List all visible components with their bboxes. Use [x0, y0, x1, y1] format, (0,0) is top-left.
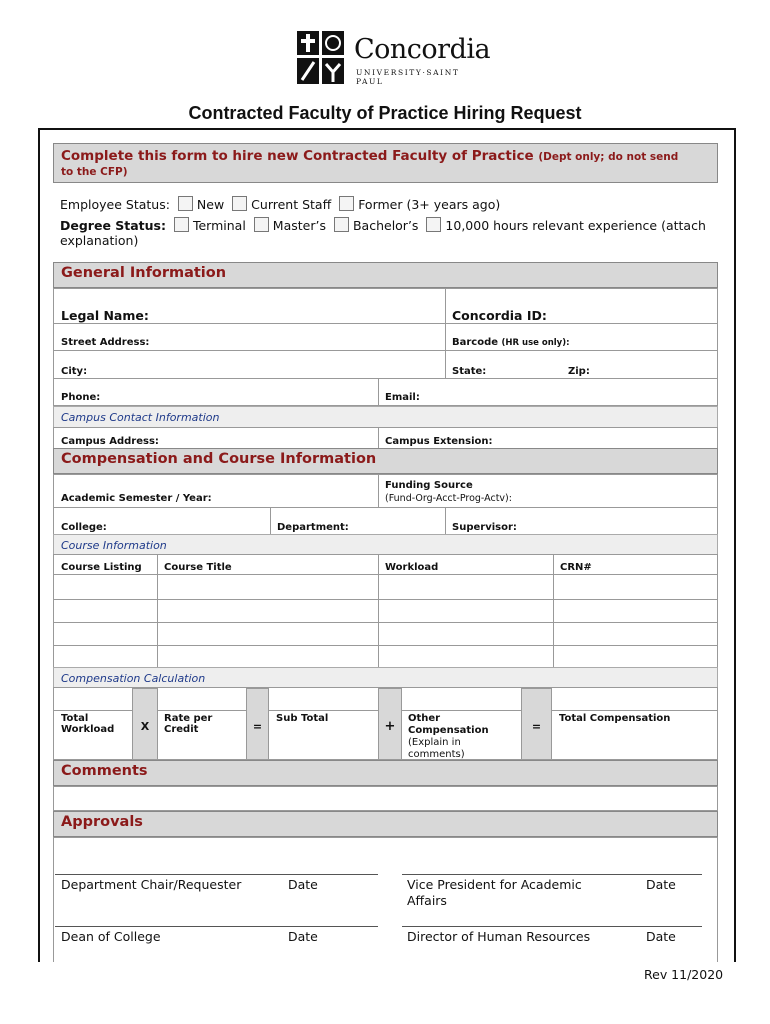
dept-chair-date-label: Date [288, 877, 318, 892]
calc-row [53, 687, 718, 760]
city-row [53, 350, 718, 379]
campus-extension-label: Campus Extension: [385, 436, 493, 447]
department-label: Department: [277, 522, 349, 533]
dean-signature-label: Dean of College [61, 929, 161, 944]
campus-row [53, 427, 718, 449]
comments-header [53, 760, 718, 786]
checkbox-bachelors[interactable] [334, 217, 349, 232]
funding-detail: (Fund-Org-Acct-Prog-Actv): [385, 493, 512, 504]
concordia-logo [296, 30, 491, 86]
general-header [53, 262, 718, 288]
equals-operator-2: = [521, 688, 552, 760]
hr-director-signature-label: Director of Human Resources [407, 929, 591, 944]
street-address-label: Street Address: [61, 337, 150, 348]
degree-status-row [60, 217, 706, 233]
rate-label: Rate per Credit [164, 713, 213, 735]
approvals-heading: Approvals [61, 814, 143, 830]
total-compensation-label: Total Compensation [559, 713, 671, 724]
checkbox-experience[interactable] [426, 217, 441, 232]
phone-label: Phone: [61, 392, 101, 403]
logo-subtitle: UNIVERSITY·SAINT PAUL [356, 68, 460, 86]
campus-contact-heading: Campus Contact Information [61, 411, 220, 424]
compensation-calc-header [53, 667, 718, 688]
option-current-staff: Current Staff [251, 197, 332, 212]
barcode-label: Barcode (HR use only): [452, 337, 570, 348]
option-terminal: Terminal [192, 218, 246, 233]
other-compensation-label: Other Compensation (Explain in comments) [408, 713, 489, 760]
crest-icon [296, 30, 346, 86]
phone-row [53, 378, 718, 406]
legal-name-row [53, 288, 718, 324]
intro-note-cont: to the CFP) [61, 166, 128, 178]
funding-source-label: Funding Source [385, 480, 473, 491]
email-label: Email: [385, 392, 420, 403]
employee-status-row [60, 196, 500, 212]
supervisor-label: Supervisor: [452, 522, 517, 533]
checkbox-former[interactable] [339, 196, 354, 211]
zip-label: Zip: [568, 366, 590, 377]
concordia-id-label: Concordia ID: [452, 308, 547, 323]
comments-field[interactable] [53, 786, 718, 811]
vp-signature-label: Vice President for Academic Affairs [407, 877, 582, 908]
street-row [53, 323, 718, 351]
approvals-header [53, 811, 718, 837]
option-new: New [196, 197, 225, 212]
checkbox-terminal[interactable] [174, 217, 189, 232]
option-experience: 10,000 hours relevant experience (attach [445, 218, 706, 233]
col-workload: Workload [385, 562, 439, 573]
equals-operator-1: = [246, 688, 269, 760]
course-info-header [53, 534, 718, 555]
compensation-heading: Compensation and Course Information [61, 451, 377, 467]
option-former: Former (3+ years ago) [358, 197, 501, 212]
times-operator: X [132, 688, 158, 760]
dept-chair-signature-label: Department Chair/Requester [61, 877, 242, 892]
semester-row [53, 474, 718, 508]
compensation-calc-heading: Compensation Calculation [61, 672, 206, 685]
intro-note: (Dept only; do not send [538, 151, 679, 163]
checkbox-current-staff[interactable] [232, 196, 247, 211]
dean-date-label: Date [288, 929, 318, 944]
option-bachelors: Bachelor’s [352, 218, 419, 233]
checkbox-new[interactable] [178, 196, 193, 211]
col-course-title: Course Title [164, 562, 232, 573]
option-masters: Master’s [272, 218, 326, 233]
revision-label: Rev 11/2020 [644, 967, 724, 982]
intro-header [53, 143, 718, 183]
intro-heading: Complete this form to hire new Contracted Faculty of Practice [61, 148, 534, 164]
city-label: City: [61, 366, 88, 377]
academic-semester-label: Academic Semester / Year: [61, 493, 212, 504]
col-course-listing: Course Listing [61, 562, 142, 573]
plus-operator: + [378, 688, 402, 760]
total-workload-label: Total Workload [61, 713, 115, 735]
logo-wordmark: Concordia [354, 34, 491, 65]
checkbox-masters[interactable] [254, 217, 269, 232]
general-heading: General Information [61, 265, 227, 281]
college-label: College: [61, 522, 107, 533]
degree-status-continuation: explanation) [60, 233, 139, 248]
employee-status-label: Employee Status: [60, 197, 170, 212]
campus-contact-header [53, 406, 718, 428]
col-crn: CRN# [560, 562, 592, 573]
page-title: Contracted Faculty of Practice Hiring Request [188, 103, 582, 123]
campus-address-label: Campus Address: [61, 436, 159, 447]
course-table [53, 554, 718, 668]
comments-heading: Comments [61, 763, 148, 779]
hr-director-date-label: Date [646, 929, 676, 944]
compensation-header [53, 448, 718, 474]
vp-date-label: Date [646, 877, 676, 892]
course-info-heading: Course Information [61, 539, 167, 552]
subtotal-label: Sub Total [276, 713, 329, 724]
state-label: State: [452, 366, 487, 377]
degree-status-label: Degree Status: [60, 218, 166, 233]
college-row [53, 507, 718, 535]
legal-name-label: Legal Name: [61, 308, 149, 323]
